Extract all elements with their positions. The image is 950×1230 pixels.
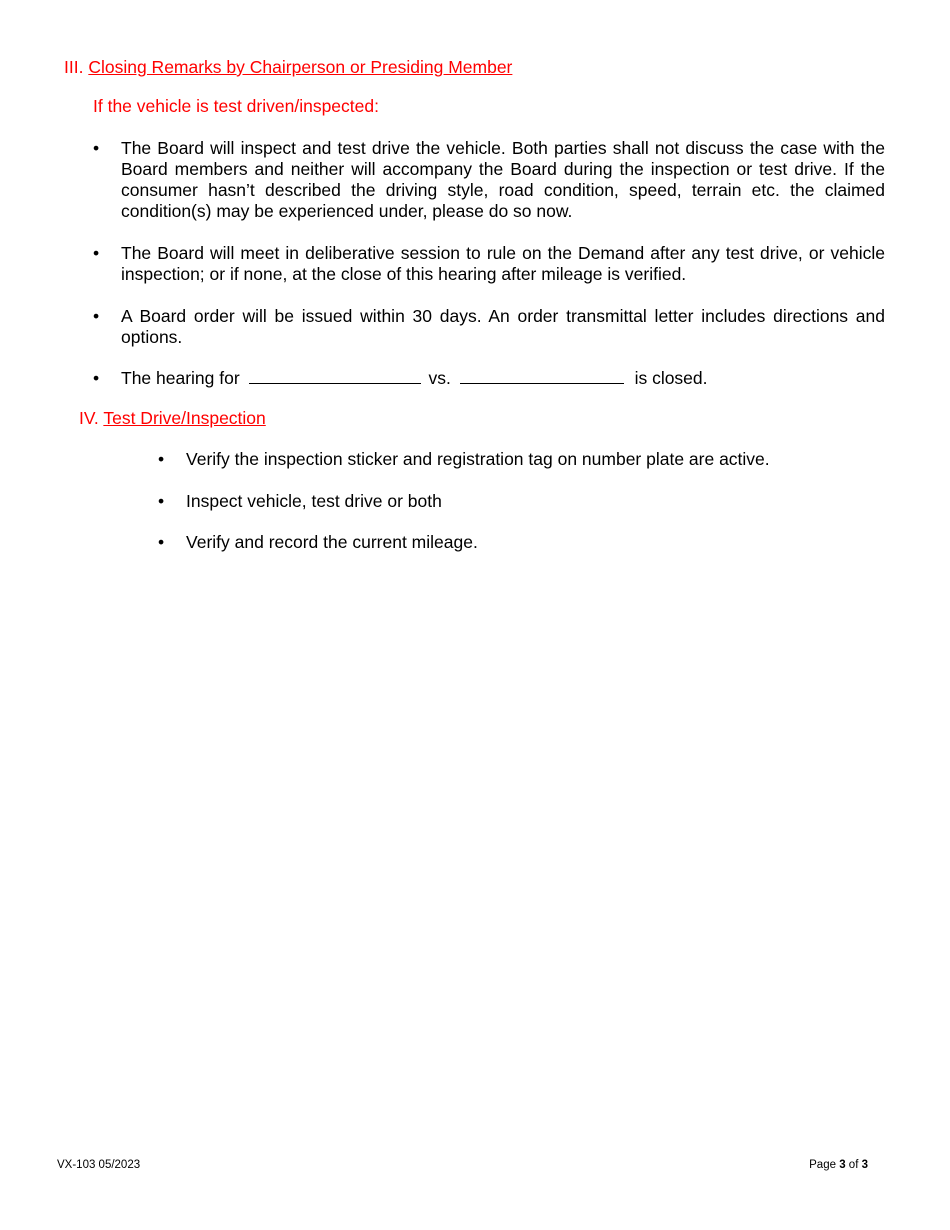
list-item-text: A Board order will be issued within 30 days. An order transmittal letter includes directions and options. <box>121 306 885 347</box>
hearing-versus: vs. <box>428 368 451 388</box>
section-3-title: Closing Remarks by Chairperson or Presiding Member <box>88 57 513 77</box>
section-3-subheading: If the vehicle is test driven/inspected: <box>93 96 379 116</box>
list-item <box>93 138 885 222</box>
list-item-text: The Board will inspect and test drive the vehicle. Both parties shall not discuss the case with the Board members and neither will accompany the Board during the inspection or test drive. If the consumer hasn’t described the driving style, road condition, speed, terrain etc. the claimed condition(s) may be experienced under, please do so now. <box>121 138 885 221</box>
page-of: of <box>848 1159 859 1171</box>
list-item-text: Verify and record the current mileage. <box>186 532 478 552</box>
page-total: 3 <box>861 1159 868 1171</box>
section-3-heading <box>64 57 512 78</box>
list-item-text: Inspect vehicle, test drive or both <box>186 491 442 511</box>
bullet-icon: • <box>93 368 100 388</box>
hearing-closed-item <box>93 368 885 389</box>
bullet-icon: • <box>93 138 100 158</box>
hearing-suffix: is closed. <box>634 368 708 388</box>
hearing-closed-text <box>121 368 885 389</box>
page-label: Page <box>809 1159 836 1171</box>
list-item <box>93 306 885 348</box>
page-number <box>809 1158 868 1172</box>
bullet-icon: • <box>158 532 165 552</box>
section-4-heading <box>79 408 266 429</box>
section-3-numeral: III. <box>64 57 84 77</box>
bullet-icon: • <box>158 491 165 511</box>
bullet-icon: • <box>93 306 100 326</box>
party-2-blank-field[interactable] <box>460 369 624 384</box>
list-item <box>158 532 885 553</box>
list-item <box>93 243 885 285</box>
list-item <box>158 449 885 470</box>
page-current: 3 <box>839 1159 846 1171</box>
hearing-prefix: The hearing for <box>121 368 240 388</box>
section-4-numeral: IV. <box>79 408 99 428</box>
list-item-text: The Board will meet in deliberative session to rule on the Demand after any test drive, or vehicle inspection; or if none, at the close of this hearing after mileage is verified. <box>121 243 885 284</box>
list-item <box>158 491 885 512</box>
party-1-blank-field[interactable] <box>249 369 421 384</box>
form-id: VX-103 05/2023 <box>57 1159 141 1171</box>
section-4-title: Test Drive/Inspection <box>103 408 266 428</box>
bullet-icon: • <box>93 243 100 263</box>
bullet-icon: • <box>158 449 165 469</box>
list-item-text: Verify the inspection sticker and registration tag on number plate are active. <box>186 449 770 469</box>
